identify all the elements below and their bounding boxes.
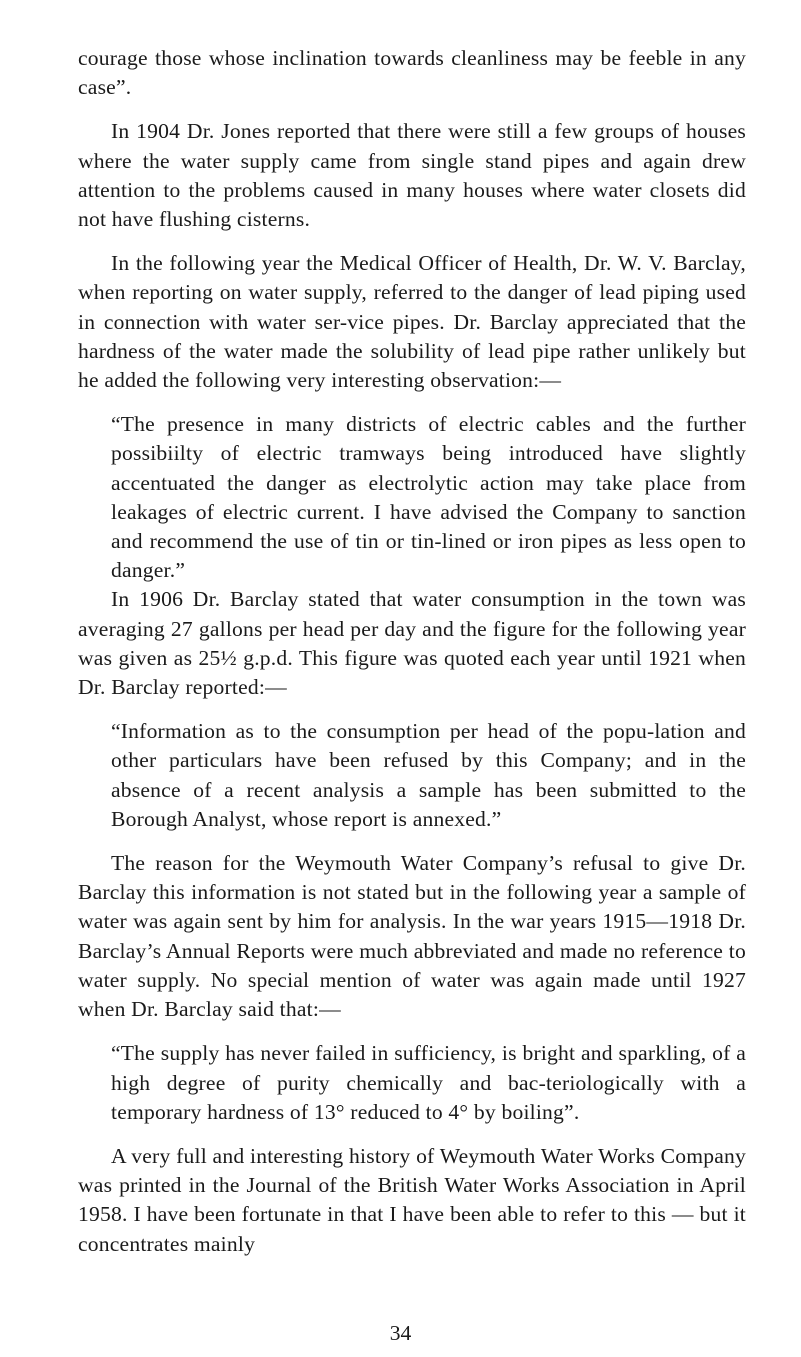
paragraph-history-journal: A very full and interesting history of Weymouth Water Works Company was printed in the Journal of the British Water Works Association in April 1958. I have been fortunate in that I have been able to refer to this — but it concentrates mainly bbox=[78, 1143, 746, 1256]
paragraph-1906-consumption: In 1906 Dr. Barclay stated that water consumption in the town was averaging 27 gallons per head per day and the figure for the following year was given as 25½ g.p.d. This figure was quoted each year until 1921 when Dr. Barclay reported:— bbox=[78, 587, 746, 700]
paragraph-refusal-reason: The reason for the Weymouth Water Company’s refusal to give Dr. Barclay this information is not stated but in the following year a sample of water was again sent by him for analysis. In the war years 1915—1918 Dr. Barclay’s Annual Reports were much abbreviated and made no reference to water supply. No special mention of water was again made until 1927 when Dr. Barclay said that:— bbox=[78, 851, 746, 1022]
paragraph-barclay-lead-piping: In the following year the Medical Officer of Health, Dr. W. V. Barclay, when reporting on water supply, referred to the danger of lead piping used in connection with water ser-vice pipes. Dr. Barclay appreciated that the hardness of the water made the solubility of lead pipe rather unlikely but he added the following very interesting observation:— bbox=[78, 251, 746, 393]
quote-information-refused: “Information as to the consumption per head of the popu-lation and other particulars have been refused by this Company; and in the absence of a recent analysis a sample has been submitted to the Borough Analyst, whose report is annexed.” bbox=[111, 719, 746, 831]
quote-supply-never-failed: “The supply has never failed in sufficiency, is bright and sparkling, of a high degree of purity chemically and bac-teriologically with a temporary hardness of 13° reduced to 4° by boiling”. bbox=[111, 1041, 746, 1124]
page-body bbox=[78, 44, 746, 1259]
quote-electric-cables: “The presence in many districts of electric cables and the further possibiilty of electric tramways being introduced have slightly accentuated the danger as electrolytic action may take place from leakages of electric current. I have advised the Company to sanction and recommend the use of tin or tin-lined or iron pipes as less open to danger.” bbox=[111, 412, 746, 583]
paragraph-continuation: courage those whose inclination towards cleanliness may be feeble in any case”. bbox=[78, 46, 746, 100]
page-number: 34 bbox=[389, 1321, 412, 1345]
paragraph-1904-jones: In 1904 Dr. Jones reported that there were still a few groups of houses where the water supply came from single stand pipes and again drew attention to the problems caused in many houses where water closets did not have flushing cisterns. bbox=[78, 119, 746, 232]
